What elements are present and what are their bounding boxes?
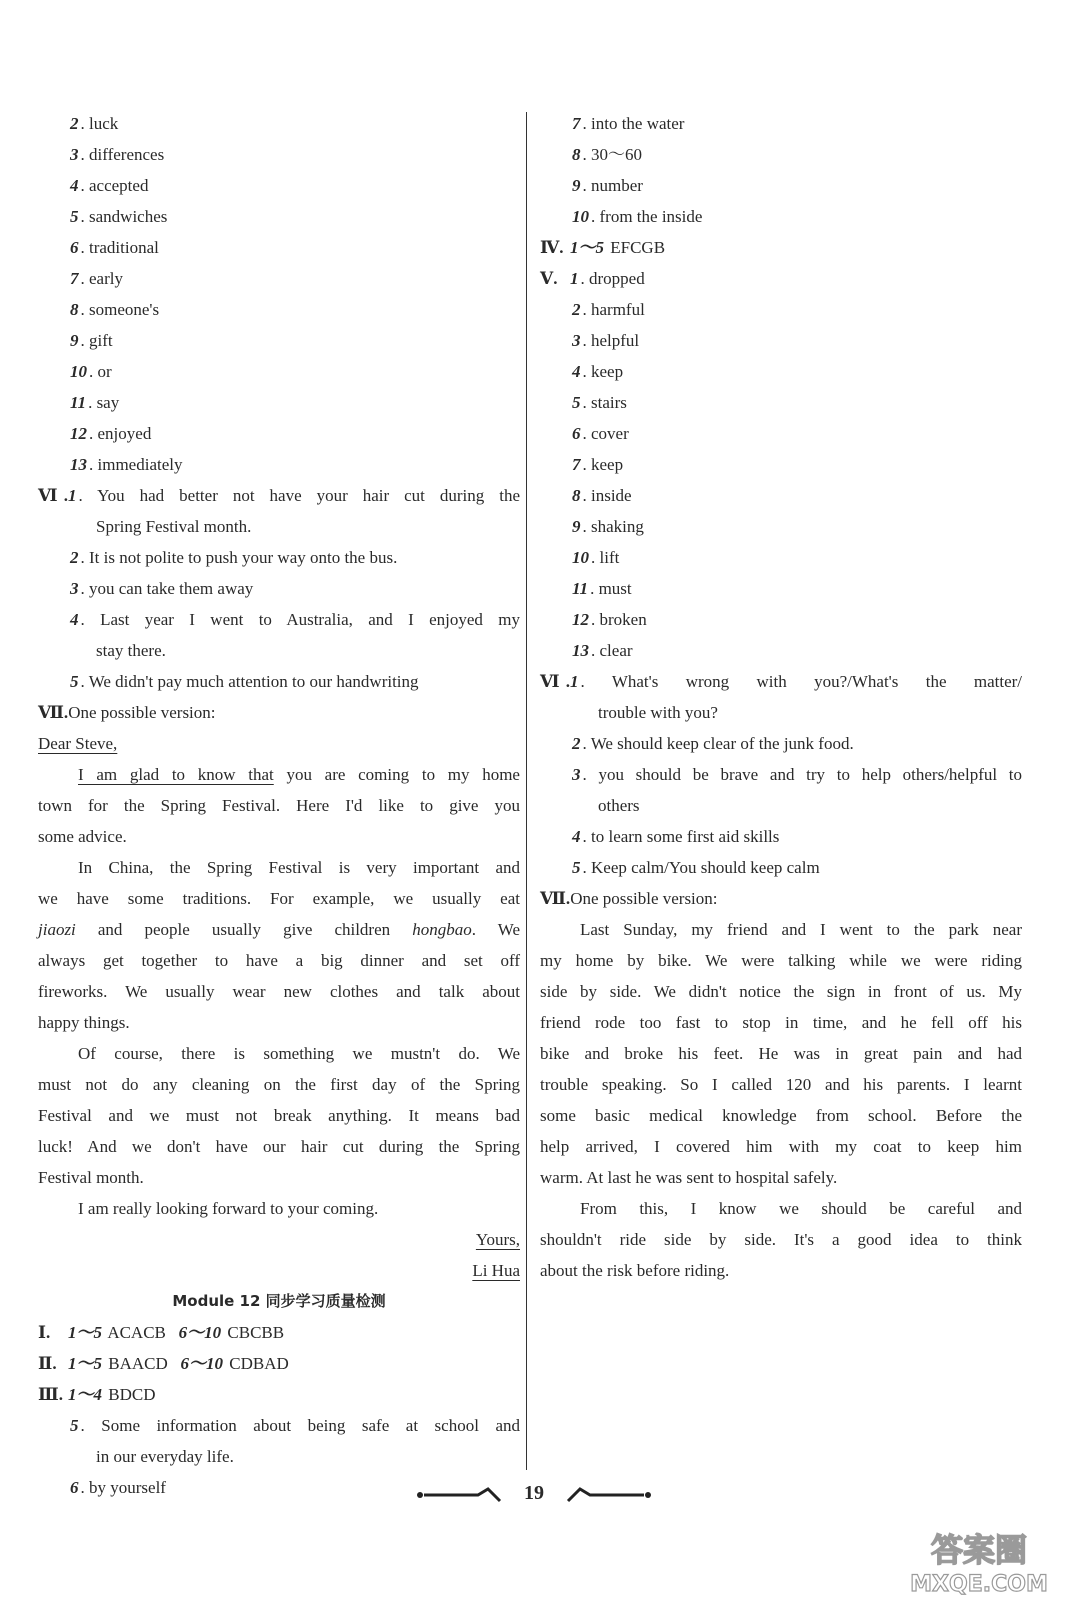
list-item: Ⅰ. 1～5 ACACB 6～10 CBCBB [38,1323,285,1342]
list-item: 11 . say [70,393,120,412]
list-item: 6 . cover [572,424,629,443]
footer-ornament-left-icon [416,1485,506,1505]
list-item: 4 . to learn some first aid skills [572,827,780,846]
list-item: 7 . keep [572,455,624,474]
page-number: 19 [524,1482,544,1504]
section-6-right [540,666,1022,883]
list-item: 3 . helpful [572,331,640,350]
list-item: 2 . harmful [572,300,645,319]
watermark-url: MXQE.COM [910,1572,1048,1597]
list-item-continued: stay there. [96,641,166,660]
list-item: 5 . We didn't pay much attention to our handwriting [70,672,419,691]
list-item: 5 . Keep calm/You should keep calm [572,858,820,877]
list-item: 4 . keep [572,362,624,381]
list-item: 9 . gift [70,331,113,350]
left-column [38,108,520,1503]
list-item: 3 . differences [70,145,165,164]
list-item: 6 . by yourself [70,1478,166,1497]
list-item: 2 . We should keep clear of the junk food. [572,734,854,753]
list-item: 7 . early [70,269,123,288]
letter-line: Festival month. [38,1168,144,1187]
essay-line: bike and broke his feet. He was in great pain and had [540,1044,1022,1063]
section-7-left [38,697,520,1286]
list-item: 9 . shaking [572,517,644,536]
essay-line: shouldn't ride side by side. It's a good idea to think [540,1230,1022,1249]
essay-line: warm. At last he was sent to hospital safely. [540,1168,838,1187]
section-5 [540,263,1022,666]
letter-line: happy things. [38,1013,130,1032]
list-item: 8 . 30～60 [572,145,642,164]
letter-signature: Li Hua [472,1261,520,1280]
list-item-continued: Spring Festival month. [96,517,252,536]
list-item: 2 . It is not polite to push your way onto the bus. [70,548,398,567]
essay-line: some basic medical knowledge from school. Before the [540,1106,1022,1125]
essay-line: side by side. We didn't notice the sign in front of us. My [540,982,1022,1001]
list-item-continued: others [598,796,640,815]
column-divider [526,112,527,1470]
list-item: 4 . accepted [70,176,149,195]
list-item-continued: trouble with you? [598,703,718,722]
list-item: 6 . traditional [70,238,159,257]
letter-closing: Yours, [475,1230,520,1249]
letter-line: luck! And we don't have our hair cut during the Spring [38,1137,520,1156]
list-item: 5 . sandwiches [70,207,168,226]
list-item: 2 . luck [70,114,119,133]
module-title: Module 12 同步学习质量检测 [172,1292,386,1310]
list-item: 12 . broken [572,610,647,629]
list-item: 4 . Last year I went to Australia, and I enjoyed my [70,610,520,629]
list-item: 10 . from the inside [572,207,703,226]
list-item: 13 . immediately [70,455,183,474]
list-item: 7 . into the water [572,114,685,133]
letter-line: jiaozi and people usually give children hongbao. We [38,920,520,939]
letter-line: I am glad to know that you are coming to my home [78,765,520,784]
footer-ornament-right-icon [562,1485,652,1505]
letter-line: fireworks. We usually wear new clothes and talk about [38,982,520,1001]
list-item: Ⅴ. 1 . dropped [540,269,645,288]
letter-line: town for the Spring Festival. Here I'd like to give you [38,796,520,815]
essay-line: about the risk before riding. [540,1261,730,1280]
list-item: 11 . must [572,579,632,598]
section-7-right [540,883,1022,1286]
list-item: 3 . you can take them away [70,579,254,598]
list-item: 3 . you should be brave and try to help others/helpful to [572,765,1023,784]
section-heading: Ⅶ.One possible version: [540,889,718,908]
list-item: 12 . enjoyed [70,424,152,443]
list-item: Ⅵ.1 . You had better not have your hair cut during the [38,486,520,505]
list-item: 8 . someone's [70,300,160,319]
answer-list-7-10 [540,108,1022,232]
watermark-title: 答案圈 [930,1531,1028,1569]
watermark-logo [904,1525,1054,1597]
list-item: 5 . stairs [572,393,627,412]
answer-list-2-13 [38,108,520,480]
list-item: Ⅱ. 1～5 BAACD 6～10 CDBAD [38,1354,289,1373]
letter-greeting: Dear Steve, [38,734,118,753]
letter-line: Of course, there is something we mustn't do. We [78,1044,520,1063]
essay-line: help arrived, I covered him with my coat to keep him [540,1137,1022,1156]
list-item: 13 . clear [572,641,633,660]
list-item: 8 . inside [572,486,632,505]
section-heading: Ⅶ.One possible version: [38,703,216,722]
letter-line: we have some traditions. For example, we usually eat [38,889,520,908]
list-item: 9 . number [572,176,643,195]
essay-line: friend rode too fast to stop in time, and he fell off his [540,1013,1022,1032]
list-item: Ⅲ. 1～4 BDCD [38,1385,156,1404]
letter-line: always get together to have a big dinner and set off [38,951,520,970]
list-item-continued: in our everyday life. [96,1447,234,1466]
list-item: 10 . or [70,362,112,381]
letter-line: must not do any cleaning on the first day of the Spring [38,1075,520,1094]
letter-line: I am really looking forward to your coming. [78,1199,379,1218]
section-4: Ⅳ. 1～5 EFCGB [540,238,666,257]
essay-line: trouble speaking. So I called 120 and his parents. I learnt [540,1075,1022,1094]
letter-line: some advice. [38,827,127,846]
letter-line: In China, the Spring Festival is very important and [78,858,520,877]
list-item: 10 . lift [572,548,620,567]
essay-line: Last Sunday, my friend and I went to the park near [580,920,1022,939]
right-column [540,108,1022,1286]
section-6-left [38,480,520,697]
page-footer [0,1468,1068,1518]
letter-line: Festival and we must not break anything. It means bad [38,1106,520,1125]
list-item: 5 . Some information about being safe at school and [70,1416,521,1435]
essay-line: From this, I know we should be careful and [580,1199,1022,1218]
list-item: Ⅵ.1 . What's wrong with you?/What's the matter/ [540,672,1023,691]
essay-line: my home by bike. We were talking while we were riding [540,951,1022,970]
